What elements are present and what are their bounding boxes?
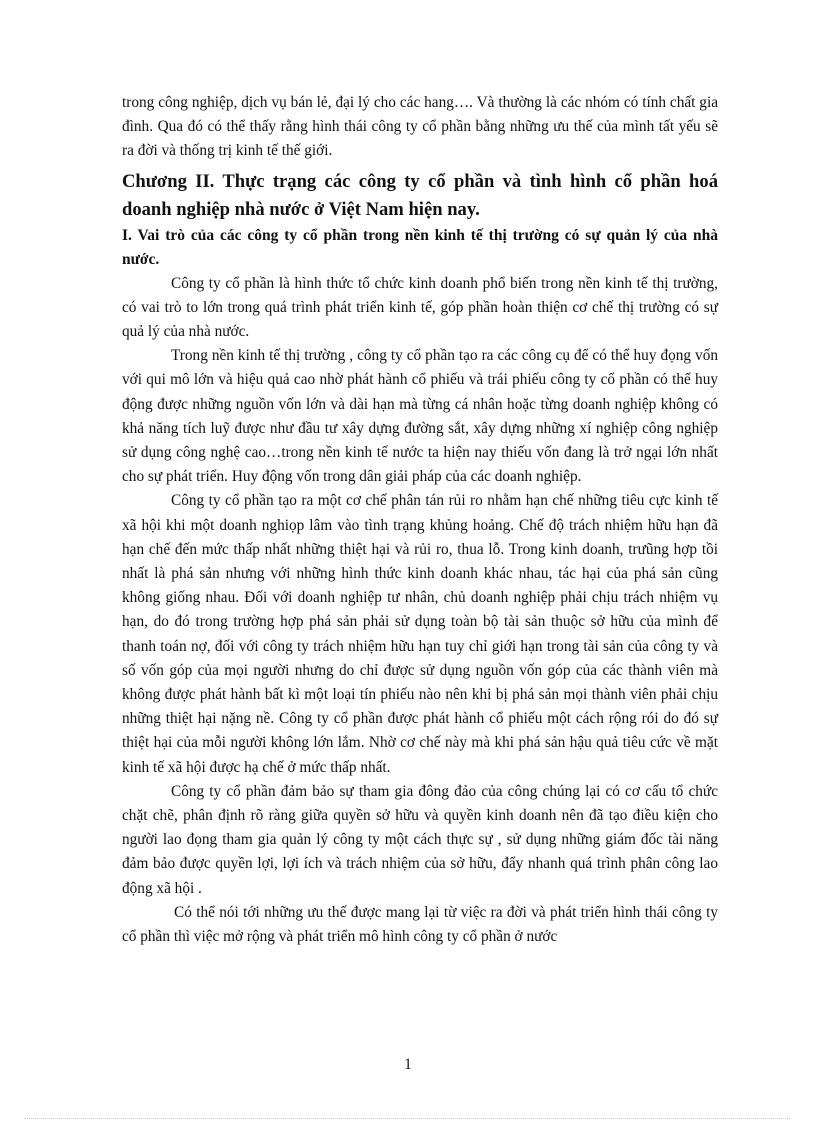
paragraph-conclusion: Có thể nói tới những ưu thế được mang lại từ việc ra đời và phát triển hình thái công ty cổ phần thì việc mở rộng và phát triển mô hình công ty cổ phần ở nước bbox=[122, 903, 718, 946]
paragraph-role: Công ty cổ phần là hình thức tổ chức kinh doanh phổ biến trong nền kinh tế thị trường, có vai trò to lớn trong quá trình phát triển kinh tế, góp phần hoàn thiện cơ chế thị trường có sự quả lý của nhà nước. bbox=[122, 274, 718, 341]
document-body bbox=[122, 91, 718, 949]
section-title: I. Vai trò của các công ty cổ phần trong nền kinh tế thị trường có sự quản lý của nhà nước. bbox=[122, 226, 718, 268]
page-number: 1 bbox=[404, 1056, 412, 1073]
paragraph-public-participation: Công ty cổ phần đảm bảo sự tham gia đông đảo của công chúng lại có cơ cấu tổ chức chặt chẽ, phân định rõ ràng giữa quyền sở hữu và quyền kinh doanh nên đã tạo điều kiện cho người lao đọng tham gia quản lý công ty một cách thực sự , sử dụng những giám đốc tài năng đảm bảo được quyền lợi, lợi ích và trách nhiệm của sở hữu, đẩy nhanh quá trình phân công lao động xã hội . bbox=[122, 782, 718, 897]
paragraph-risk-distribution: Công ty cổ phần tạo ra một cơ chế phân tán rủi ro nhằm hạn chế những tiêu cực kinh tế xã hội khi một doanh nghiọp lâm vào tình trạng khủng hoảng. Chế độ trách nhiệm hữu hạn đã hạn chế đến mức thấp nhất những thiệt hại và rủi ro, thua lỗ. Trong kinh doanh, trưũng hợp tồi nhất là phá sản nhưng với những hình thức kinh doanh khác nhau, tác hại của phá sản cũng không giống nhau. Đối với doanh nghiệp tư nhân, chủ doanh nghiệp phải chịu trách nhiệm vụ hạn, do đó trong trường hợp phá sản phải sử dụng toàn bộ tài sản thuộc sở hữu của mình để thanh toán nợ, đối với công ty trách nhiệm hữu hạn tuy chỉ giới hạn trong tài sản của công ty và số vốn góp của mọi người nhưng do chỉ được sử dụng nguồn vốn góp của các thành viên mà không được phát hành bất kì một loại tín phiếu nào nên khi bị phá sản mọi thành viên phải chịu những thiệt hại nặng nề. Công ty cổ phần được phát hành cổ phiếu một cách rộng rói do đó sự thiệt hại của mỗi người không lớn lắm. Nhờ cơ chế này mà khi phá sản hậu quả tiêu cức về mặt kinh tế xã hội được hạ chế ở mức thấp nhất. bbox=[122, 492, 718, 776]
chapter-title: Chương II. Thực trạng các công ty cổ phần và tình hình cổ phần hoá doanh nghiệp nhà nước ở Việt Nam hiện nay. bbox=[122, 170, 718, 220]
paragraph-capital-mobilization: Trong nền kinh tế thị trường , công ty cổ phần tạo ra các công cụ để có thể huy đọng vốn với qui mô lớn và hiệu quả cao nhờ phát hành cổ phiếu và trái phiếu công ty cổ phần có thể huy động được những nguồn vốn lớn và dài hạn mà từng cá nhân hoặc từng doanh nghiệp không có khả năng tích luỹ được như đầu tư xây dựng đường sắt, xây dựng những xí nghiệp công nghiệp sử dụng công nghệ cao…trong nền kinh tế nước ta hiện nay thiếu vốn đang là trở ngại lớn nhất cho sự phát triển. Huy động vốn trong dân giải pháp của các doanh nghiệp. bbox=[122, 347, 718, 486]
intro-paragraph: trong công nghiệp, dịch vụ bán lẻ, đại lý cho các hang…. Và thường là các nhóm có tính chất gia đình. Qua đó có thể thấy rằng hình thái công ty cổ phần bằng những ưu thế của mình tất yếu sẽ ra đời và thống trị kinh tế thế giới. bbox=[122, 94, 718, 160]
page-boundary-line bbox=[24, 1118, 790, 1119]
